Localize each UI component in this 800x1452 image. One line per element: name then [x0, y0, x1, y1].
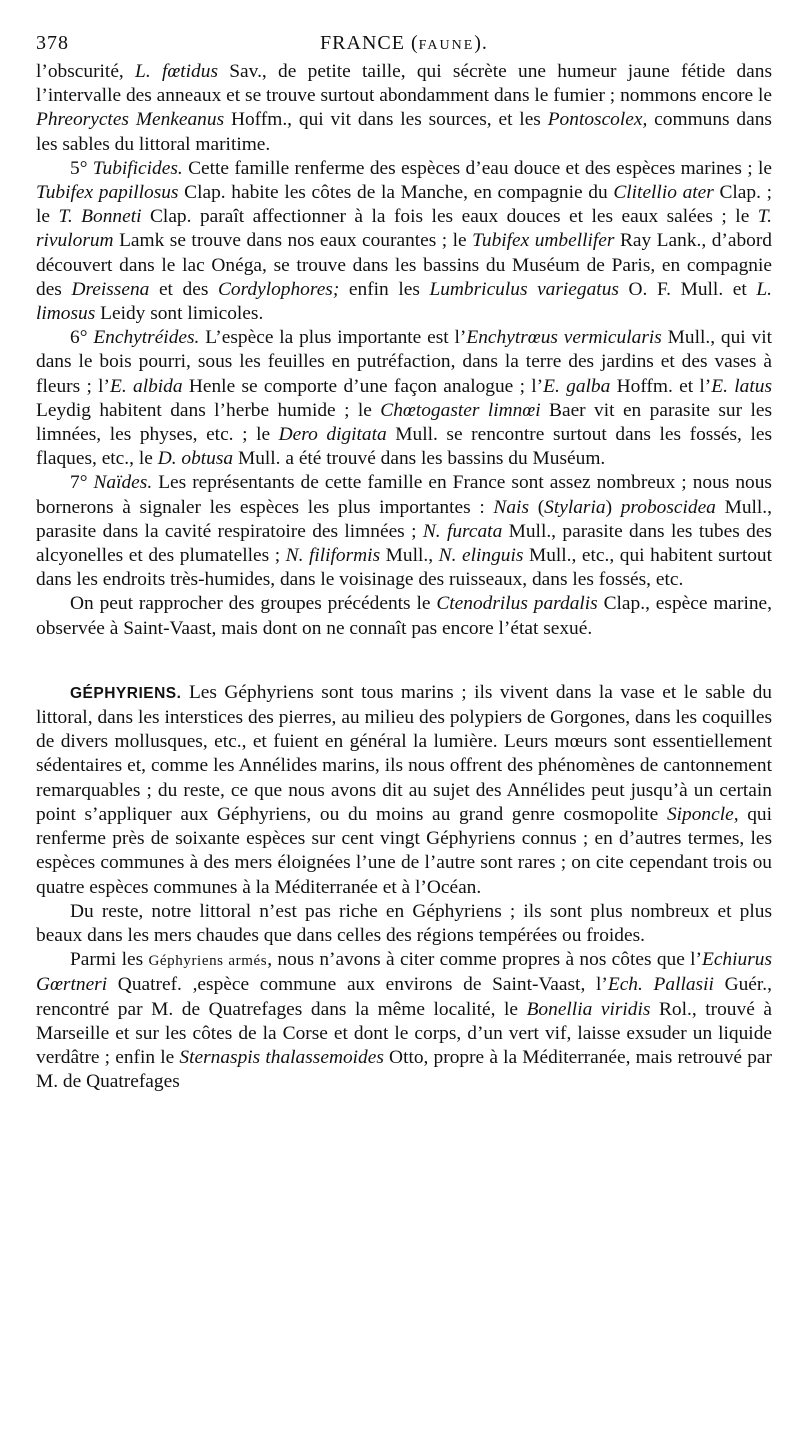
- taxon-name: T. rivulorum: [36, 206, 772, 252]
- taxon-name: Echiurus Gœrtneri: [36, 949, 772, 996]
- taxon-name: Siponcle,: [666, 803, 739, 825]
- text-run: Guér., rencontré par M. de Quatrefages dans la même localité, le: [36, 974, 772, 1020]
- text-run: Les Géphyriens sont tous marins ; ils vivent dans la vase et le sable du littoral, dans les interstices des pierres, au milieu des polypiers de Gorgones, dans les coquilles de divers mollusques, etc., et fuient en général la lumière. Leurs mœurs sont essentiellement sédentaires et, comme les Annélides marins, ils nous offrent des phénomènes de cantonnement remarquables ; du reste, ce que nous avons dit au sujet des Annélides peut jusqu’à un certain point s’appliquer aux Géphyriens, ou du moins au grand genre cosmopolite: [36, 681, 772, 825]
- small-caps-term: Géphyriens armés: [148, 953, 268, 970]
- text-run: Hoffm., qui vit dans les sources, et les: [224, 109, 548, 131]
- text-run: Quatref. ,espèce commune aux environs de Saint-Vaast, l’: [107, 974, 608, 996]
- taxon-name: Dreissena: [71, 278, 150, 300]
- taxon-name: L. limosus: [36, 278, 772, 325]
- text-run: Mull., parasite dans la cavité respiratoire des limnées ;: [36, 496, 773, 542]
- paragraph-lumbricids-end: [36, 60, 772, 157]
- page: [36, 26, 772, 1094]
- text-run: Clap. ; le: [36, 182, 772, 228]
- taxon-name: Tubifex papillosus: [36, 182, 179, 204]
- running-head: [36, 32, 772, 55]
- taxon-name: Enchytrœus vermicularis: [466, 327, 662, 349]
- text-run: 6°: [70, 327, 94, 349]
- text-run: On peut rapprocher des groupes précédents le: [70, 593, 437, 615]
- page-header: [36, 26, 772, 60]
- taxon-name: Bonellia viridis: [526, 998, 651, 1020]
- text-run: Mull., etc., qui habitent surtout dans les endroits très-humides, dans le voisinage des ruisseaux, dans les fossés, etc.: [36, 545, 773, 591]
- text-run: Mull., qui vit dans le bois pourri, sous les feuilles en putréfaction, dans la terre des jardins et des vases à fleurs ; l’: [36, 327, 772, 397]
- text-run: qui renferme près de soixante espèces sur cent vingt Géphyriens connus ; en d’autres termes, les espèces communes à des mers éloignées l’une de l’autre sont rares ; on cite cependant trois ou quatre espèces communes à la Méditerranée et à l’Océan.: [36, 803, 772, 898]
- paragraph-naides: [36, 471, 772, 592]
- taxon-name: Dero digitata: [278, 424, 387, 446]
- text-run: Leydig habitent dans l’herbe humide ; le: [36, 399, 381, 421]
- text-run: Otto, propre à la Méditerranée, mais retrouvé par M. de Quatrefages: [36, 1046, 772, 1093]
- taxon-name: Enchytréides.: [93, 327, 200, 349]
- paragraph-ctenodrilus: [36, 592, 772, 640]
- taxon-name: Ech. Pallasii: [607, 974, 714, 996]
- text-run: Lamk se trouve dans nos eaux courantes ; le: [113, 230, 473, 252]
- text-run: Mull.,: [380, 545, 439, 567]
- taxon-name: Nais: [493, 496, 529, 518]
- text-run: Hoffm. et l’: [610, 375, 712, 397]
- taxon-name: L. fœtidus: [135, 61, 218, 82]
- taxon-name: N. elinguis: [438, 545, 524, 567]
- taxon-name: T. Bonneti: [58, 206, 142, 228]
- taxon-name: Tubifex umbellifer: [472, 230, 615, 252]
- page-number: 378: [36, 32, 69, 54]
- taxon-name: Cordylophores;: [217, 278, 340, 300]
- text-run: communs dans les sables du littoral maritime.: [36, 109, 772, 155]
- paragraph-gephyriens: [36, 681, 772, 900]
- taxon-name: Clitellio ater: [613, 182, 714, 204]
- taxon-name: Ctenodrilus pardalis: [436, 593, 598, 615]
- text-run: , nous n’avons à citer comme propres à nos côtes que l’: [267, 949, 702, 971]
- text-run: ): [605, 496, 621, 518]
- text-run: Henle se comporte d’une façon analogue ; l’: [182, 375, 544, 397]
- text-run: Clap. habite les côtes de la Manche, en compagnie du: [178, 182, 614, 204]
- taxon-name: Stylaria: [544, 496, 606, 518]
- text-run: Du reste, notre littoral n’est pas riche en Géphyriens ; ils sont plus nombreux et plus beaux dans les mers chaudes que dans celles des régions tempérées ou froides.: [36, 900, 772, 946]
- text-run: Mull., parasite dans les tubes des alcyonelles et des plumatelles ;: [36, 520, 772, 567]
- running-head-title: FRANCE: [320, 32, 405, 54]
- text-run: Rol., trouvé à Marseille et sur les côtes de la Corse et dont le corps, d’un vert vif, laisse exsuder un liquide verdâtre ; enfin le: [36, 998, 772, 1068]
- paragraph-littoral: [36, 900, 772, 948]
- taxon-name: N. filiformis: [285, 545, 381, 567]
- text-run: Mull. a été trouvé dans les bassins du Muséum.: [233, 448, 606, 470]
- taxon-name: E. albida: [110, 375, 183, 397]
- running-head-subtitle: FAUNE: [418, 38, 475, 53]
- text-run: Cette famille renferme des espèces d’eau douce et des espèces marines ; le: [182, 157, 772, 179]
- text-run: L’espèce la plus importante est l’: [199, 327, 467, 349]
- section-gap: [36, 641, 772, 681]
- text-run: et des: [149, 278, 218, 300]
- text-run: Clap., espèce marine, observée à Saint-Vaast, mais dont on ne connaît pas encore l’état sexué.: [36, 593, 773, 639]
- taxon-name: N. furcata: [422, 520, 503, 542]
- taxon-name: Sternaspis thalassemoides: [179, 1046, 384, 1068]
- taxon-name: E. galba: [543, 375, 611, 397]
- text-run: Mull. se rencontre surtout dans les fossés, les flaques, etc., le: [36, 424, 773, 470]
- text-run: l’obscurité,: [36, 61, 136, 82]
- text-run: Ray Lank., d’abord découvert dans le lac Onéga, se trouve dans les bassins du Muséum de Paris, en compagnie des: [36, 230, 772, 300]
- running-head-paren-open: (: [410, 32, 419, 54]
- text-run: 5°: [70, 157, 93, 179]
- taxon-name: proboscidea: [620, 496, 716, 518]
- taxon-name: E. latus: [711, 375, 772, 397]
- text-run: Baer vit en parasite sur les limnées, les physes, etc. ; le: [36, 399, 773, 446]
- paragraph-gephyriens-armes: [36, 948, 772, 1094]
- text-run: Leidy sont limicoles.: [95, 303, 264, 325]
- text-run: Parmi les: [70, 949, 149, 971]
- text-run: O. F. Mull. et: [618, 278, 757, 300]
- running-head-paren-close: ).: [474, 32, 488, 54]
- taxon-name: Phreoryctes Menkeanus: [36, 109, 225, 131]
- taxon-name: Chœtogaster limnœi: [380, 399, 541, 421]
- paragraph-enchytreides: [36, 326, 772, 471]
- text-run: Les représentants de cette famille en France sont assez nombreux ; nous nous bornerons à signaler les espèces les plus importantes :: [36, 472, 772, 518]
- text-run: (: [528, 496, 545, 518]
- taxon-name: Lumbriculus variegatus: [429, 278, 619, 300]
- taxon-name: D. obtusa: [157, 448, 234, 470]
- paragraph-tubificides: [36, 157, 772, 326]
- section-heading: GÉPHYRIENS.: [70, 684, 182, 702]
- text-run: enfin les: [339, 278, 430, 300]
- text-run: Clap. paraît affectionner à la fois les eaux douces et les eaux salées ; le: [141, 206, 758, 228]
- text-run: 7°: [70, 472, 94, 494]
- text-run: Sav., de petite taille, qui sécrète une humeur jaune fétide dans l’intervalle des anneaux et se trouve surtout abondamment dans le fumier ; nommons encore le: [36, 61, 772, 107]
- taxon-name: Pontoscolex,: [547, 109, 648, 131]
- taxon-name: Naïdes.: [93, 472, 153, 494]
- taxon-name: Tubificides.: [92, 157, 183, 179]
